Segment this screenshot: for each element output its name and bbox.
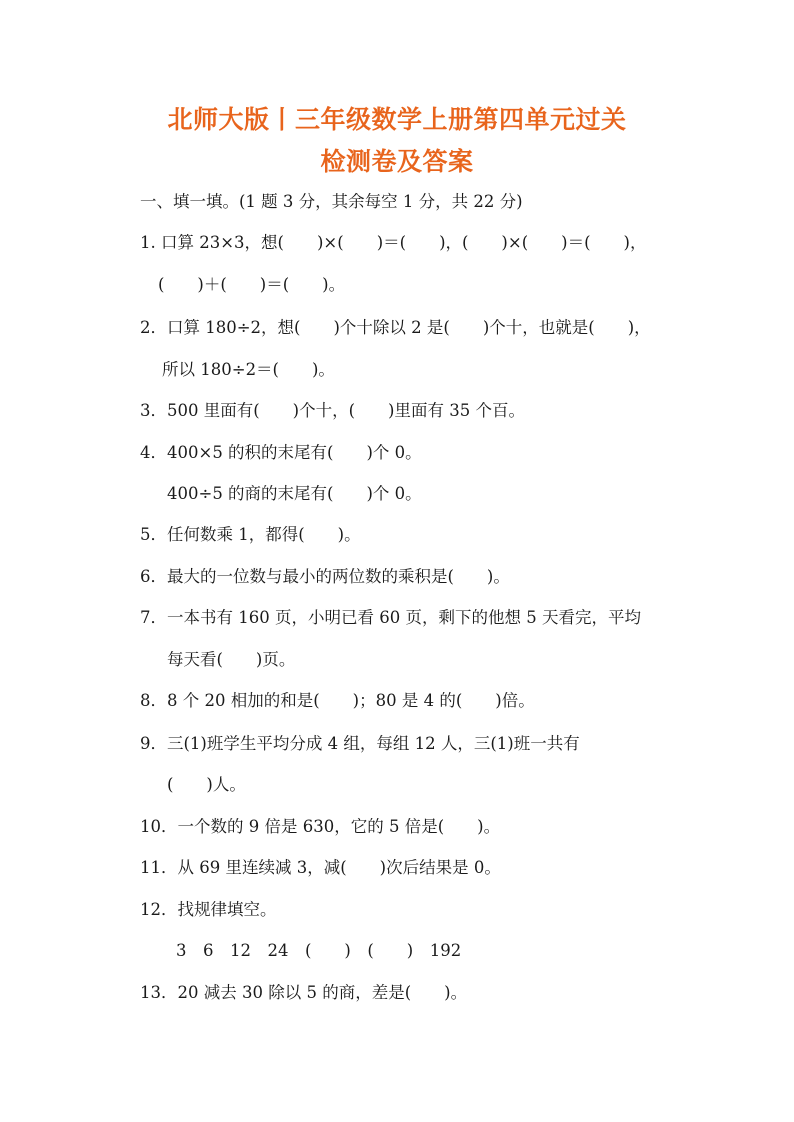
question-8: 8．8 个 20 相加的和是( )；80 是 4 的( )倍。	[140, 691, 535, 710]
question-2-line-2: 所以 180÷2＝( )。	[162, 360, 335, 379]
question-11: 11．从 69 里连续减 3，减( )次后结果是 0。	[140, 858, 501, 877]
question-9-line-1: 9．三(1)班学生平均分成 4 组，每组 12 人，三(1)班一共有	[140, 734, 580, 753]
page-title-line1: 北师大版丨三年级数学上册第四单元过关	[167, 105, 627, 134]
question-12-sequence: 3 6 12 24 ( ) ( ) 192	[176, 941, 462, 960]
question-4-line-1: 4．400×5 的积的末尾有( )个 0。	[140, 443, 422, 462]
page-title-line2: 检测卷及答案	[320, 147, 474, 176]
question-12-line-1: 12．找规律填空。	[140, 900, 277, 919]
question-3: 3．500 里面有( )个十，( )里面有 35 个百。	[140, 401, 525, 420]
question-1-line-1: 1. 口算 23×3，想( )×( )＝( )，( )×( )＝( )，	[140, 233, 647, 252]
question-1-line-2: ( )＋( )＝( )。	[158, 275, 346, 294]
question-9-line-2: ( )人。	[167, 775, 246, 794]
question-13: 13．20 减去 30 除以 5 的商，差是( )。	[140, 983, 468, 1002]
question-5: 5．任何数乘 1，都得( )。	[140, 525, 361, 544]
section-heading: 一、填一填。(1 题 3 分，其余每空 1 分，共 22 分)	[140, 192, 523, 211]
question-2-line-1: 2．口算 180÷2，想( )个十除以 2 是( )个十，也就是( )，	[140, 318, 651, 337]
question-7-line-2: 每天看( )页。	[167, 650, 296, 669]
question-10: 10．一个数的 9 倍是 630，它的 5 倍是( )。	[140, 817, 501, 836]
question-6: 6．最大的一位数与最小的两位数的乘积是( )。	[140, 567, 510, 586]
question-7-line-1: 7．一本书有 160 页，小明已看 60 页，剩下的他想 5 天看完，平均	[140, 608, 641, 627]
question-4-line-2: 400÷5 的商的末尾有( )个 0。	[167, 484, 422, 503]
